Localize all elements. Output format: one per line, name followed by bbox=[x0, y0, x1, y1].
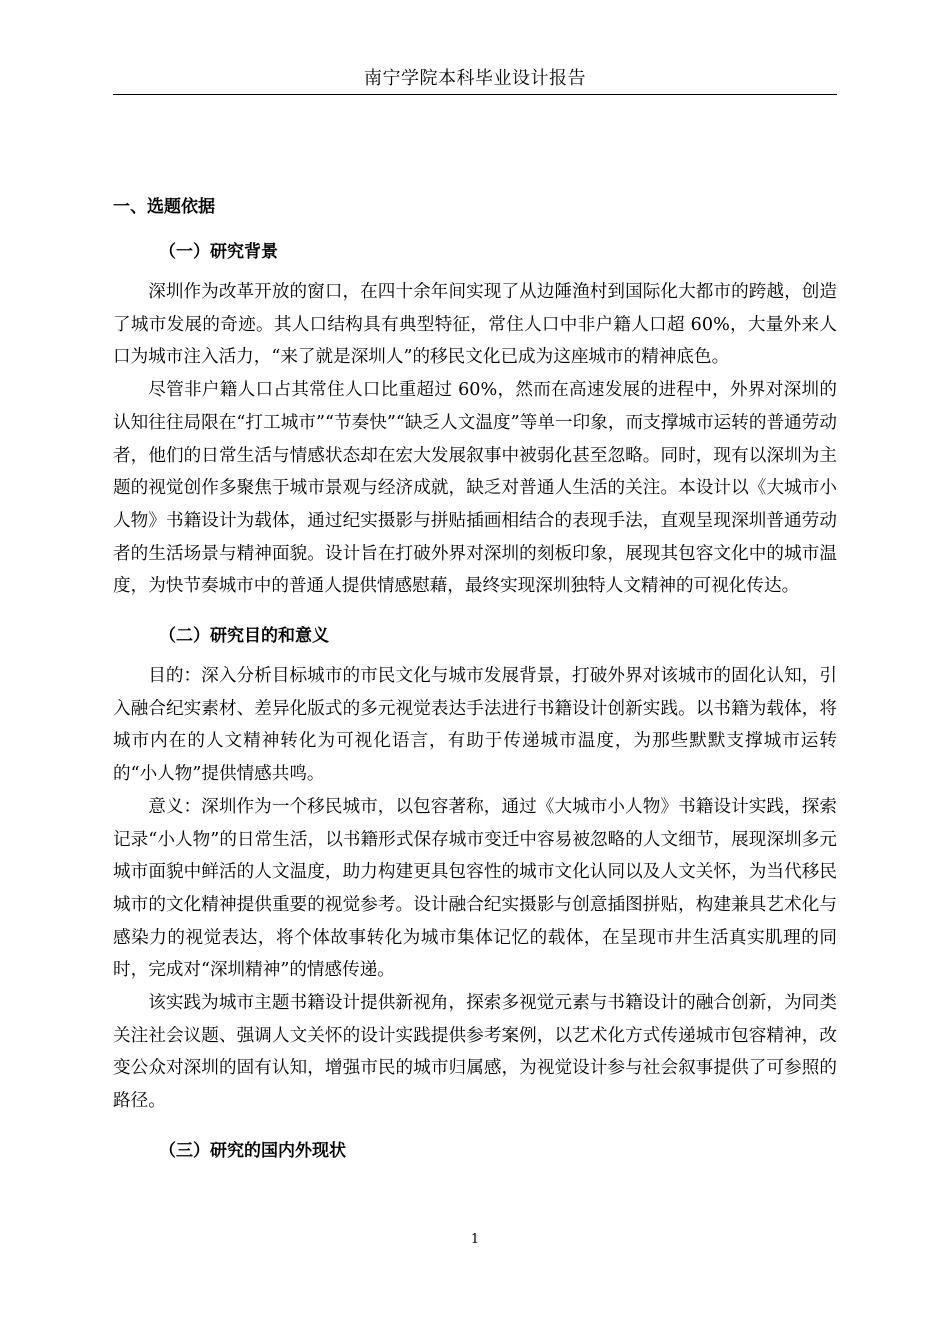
page-body bbox=[113, 192, 837, 1175]
paragraph: 目的：深入分析目标城市的市民文化与城市发展背景，打破外界对该城市的固化认知，引入融合纪实素材、差异化版式的多元视觉表达手法进行书籍设计创新实践。以书籍为载体，将城市内在的人文精神转化为可视化语言，有助于传递城市温度，为那些默默支撑城市运转的“小人物”提供情感共鸣。 bbox=[113, 666, 837, 785]
subsection-heading-status: （三）研究的国内外现状 bbox=[159, 1140, 346, 1161]
subsection-heading-background: （一）研究背景 bbox=[159, 242, 278, 262]
paragraph: 尽管非户籍人口占其常住人口比重超过 60%，然而在高速发展的进程中，外界对深圳的认知往往局限在“打工城市”“节奏快”“缺乏人文温度”等单一印象，而支撑城市运转的普通劳动者，他们的日常生活与情感状态却在宏大发展叙事中被弱化甚至忽略。同时，现有以深圳为主题的视觉创作多聚焦于城市景观与经济成就，缺乏对普通人生活的关注。本设计以《大城市小人物》书籍设计为载体，通过纪实摄影与拼贴插画相结合的表现手法，直观呈现深圳普通劳动者的生活场景与精神面貌。设计旨在打破外界对深圳的刻板印象，展现其包容文化中的城市温度，为快节奏城市中的普通人提供情感慰藉，最终实现深圳独特人文精神的可视化传达。 bbox=[113, 380, 837, 597]
section-heading: 一、选题依据 bbox=[113, 197, 215, 217]
running-header: 南宁学院本科毕业设计报告 bbox=[364, 68, 586, 89]
header-rule bbox=[113, 94, 837, 95]
paragraph: 意义：深圳作为一个移民城市，以包容著称，通过《大城市小人物》书籍设计实践，探索记录“小人物”的日常生活，以书籍形式保存城市变迁中容易被忽略的人文细节，展现深圳多元城市面貌中鲜活的人文温度，助力构建更具包容性的城市文化认同以及人文关怀，为当代移民城市的文化精神提供重要的视觉参考。设计融合纪实摄影与创意插图拼贴，构建兼具艺术化与感染力的视觉表达，将个体故事转化为城市集体记忆的载体，在呈现市井生活真实肌理的同时，完成对“深圳精神”的情感传递。 bbox=[113, 796, 837, 981]
paragraph: 该实践为城市主题书籍设计提供新视角，探索多视觉元素与书籍设计的融合创新，为同类关注社会议题、强调人文关怀的设计实践提供参考案例，以艺术化方式传递城市包容精神，改变公众对深圳的固有认知，增强市民的城市归属感，为视觉设计参与社会叙事提供了可参照的路径。 bbox=[113, 993, 837, 1112]
subsection-heading-purpose: （二）研究目的和意义 bbox=[159, 626, 329, 647]
page-number: 1 bbox=[470, 1232, 480, 1247]
paragraph: 深圳作为改革开放的窗口，在四十余年间实现了从边陲渔村到国际化大都市的跨越，创造了城市发展的奇迹。其人口结构具有典型特征，常住人口中非户籍人口超 60%，大量外来人口为城市注入活力，“来了就是深圳人”的移民文化已成为这座城市的精神底色。 bbox=[113, 282, 837, 368]
